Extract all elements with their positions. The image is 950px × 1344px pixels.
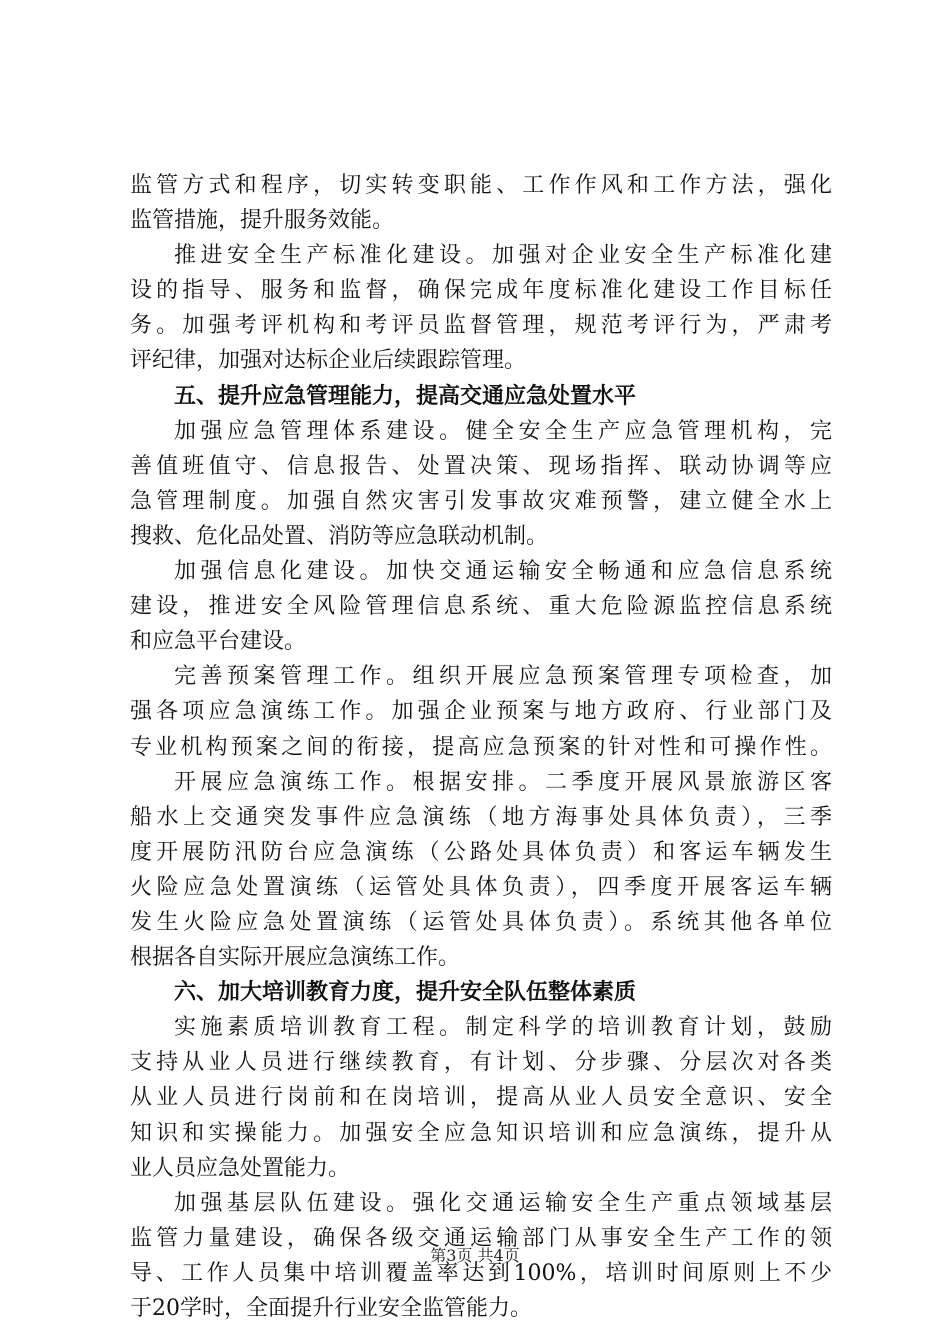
body-text-line: 强各项应急演练工作。加强企业预案与地方政府、行业部门及	[130, 699, 832, 725]
body-text-line: 设的指导、服务和监督，确保完成年度标准化建设工作目标任	[130, 278, 832, 304]
body-text-line: 从业人员进行岗前和在岗培训，提高从业人员安全意识、安全	[130, 1085, 832, 1111]
body-text-line: 推进安全生产标准化建设。加强对企业安全生产标准化建	[174, 243, 832, 269]
body-text-line: 善值班值守、信息报告、处置决策、现场指挥、联动协调等应	[130, 453, 832, 479]
body-text-line: 度开展防汛防台应急演练（公路处具体负责）和客运车辆发生	[130, 839, 832, 865]
body-text-line: 务。加强考评机构和考评员监督管理，规范考评行为，严肃考	[130, 313, 832, 339]
section-heading: 五、提升应急管理能力，提高交通应急处置水平	[174, 383, 637, 409]
body-text-line: 导、工作人员集中培训覆盖率达到100%，培训时间原则上不少	[130, 1260, 832, 1286]
document-body	[130, 168, 832, 1326]
body-text-line: 搜救、危化品处置、消防等应急联动机制。	[130, 523, 549, 549]
body-text-line: 船水上交通突发事件应急演练（地方海事处具体负责），三季	[130, 804, 832, 830]
body-text-line: 加强信息化建设。加快交通运输安全畅通和应急信息系统	[174, 559, 832, 585]
body-text-line: 业人员应急处置能力。	[130, 1155, 351, 1181]
body-text-line: 完善预案管理工作。组织开展应急预案管理专项检查，加	[174, 664, 832, 690]
body-text-line: 知识和实操能力。加强安全应急知识培训和应急演练，提升从	[130, 1120, 832, 1146]
body-text-line: 监管方式和程序，切实转变职能、工作作风和工作方法，强化	[130, 173, 832, 198]
body-text-line: 加强基层队伍建设。强化交通运输安全生产重点领域基层	[174, 1190, 832, 1216]
body-text-line: 和应急平台建设。	[130, 629, 307, 655]
page-footer: 第3页 共4页	[430, 1246, 520, 1265]
body-text-line: 于20学时，全面提升行业安全监管能力。	[130, 1296, 532, 1321]
body-text-line: 监管力量建设，确保各级交通运输部门从事安全生产工作的领	[130, 1225, 832, 1251]
body-text-line: 建设，推进安全风险管理信息系统、重大危险源监控信息系统	[130, 594, 832, 620]
body-text-line: 根据各自实际开展应急演练工作。	[130, 945, 461, 971]
body-text-line: 急管理制度。加强自然灾害引发事故灾难预警，建立健全水上	[130, 488, 832, 514]
body-text-line: 支持从业人员进行继续教育，有计划、分步骤、分层次对各类	[130, 1050, 832, 1076]
body-text-line: 开展应急演练工作。根据安排。二季度开展风景旅游区客	[174, 769, 832, 795]
body-text-line: 火险应急处置演练（运管处具体负责），四季度开展客运车辆	[130, 874, 832, 900]
body-text-line: 发生火险应急处置演练（运管处具体负责）。系统其他各单位	[130, 909, 832, 935]
body-text-line: 专业机构预案之间的衔接，提高应急预案的针对性和可操作性。	[130, 734, 832, 760]
body-text-line: 加强应急管理体系建设。健全安全生产应急管理机构，完	[174, 418, 832, 444]
body-text-line: 评纪律，加强对达标企业后续跟踪管理。	[130, 348, 527, 374]
section-heading: 六、加大培训教育力度，提升安全队伍整体素质	[174, 980, 637, 1006]
body-text-line: 监管措施，提升服务效能。	[130, 208, 395, 234]
body-text-line: 实施素质培训教育工程。制定科学的培训教育计划，鼓励	[174, 1015, 832, 1041]
